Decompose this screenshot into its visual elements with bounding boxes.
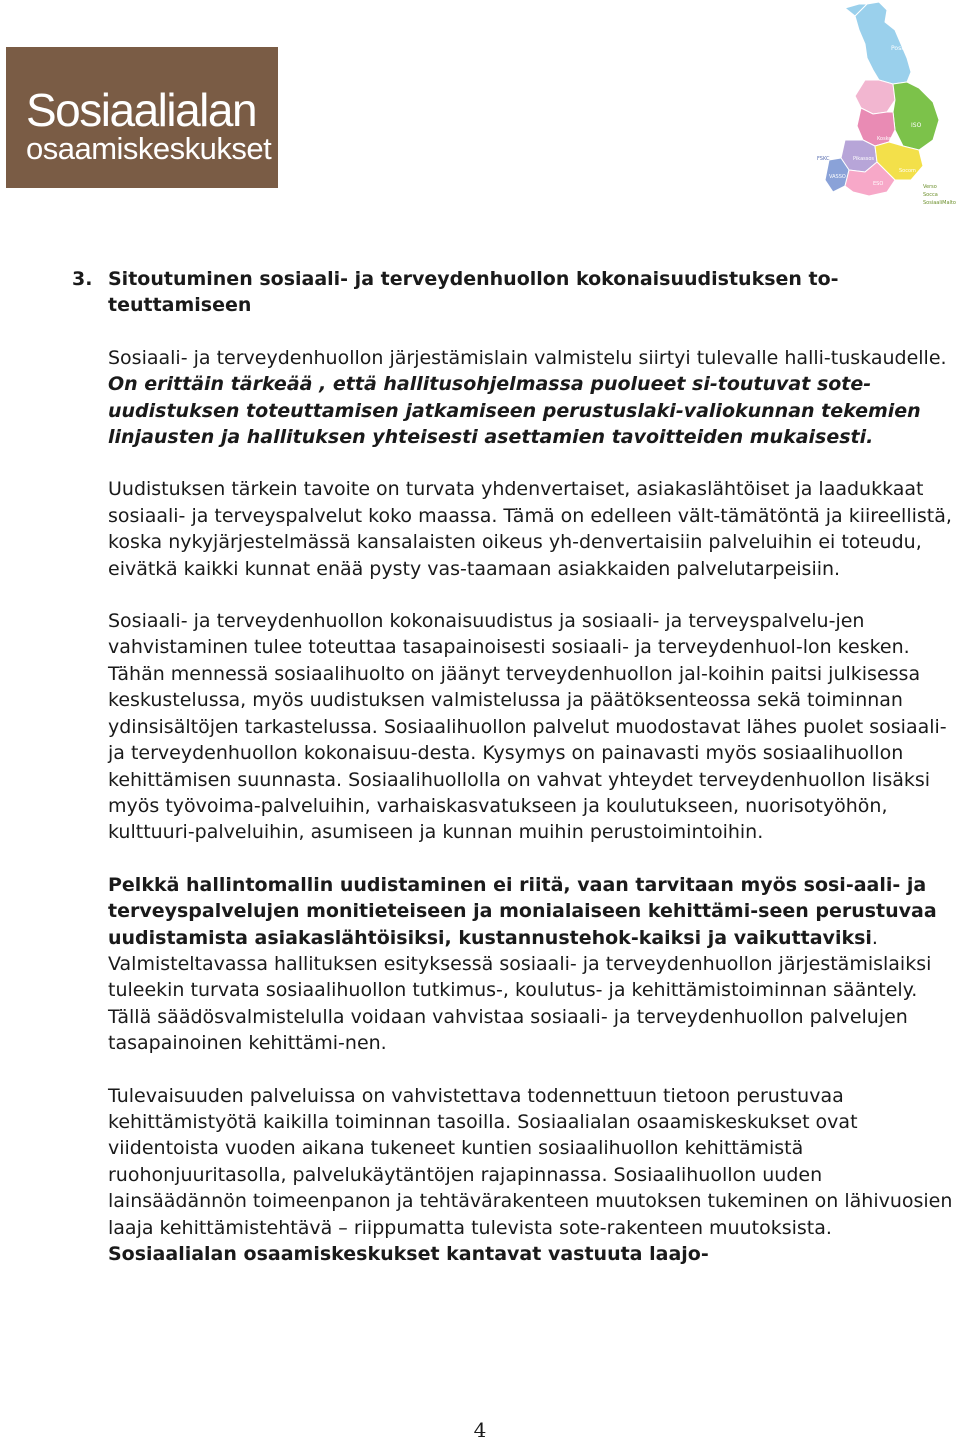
organization-logo bbox=[6, 47, 278, 188]
map-label-vasso: VASSO bbox=[829, 174, 846, 180]
map-label-koske: Koske bbox=[877, 136, 892, 142]
document-body bbox=[72, 266, 958, 1267]
paragraph-5-bold: Sosiaalialan osaamiskeskukset kantavat vastuuta laajo- bbox=[108, 1243, 709, 1265]
paragraph-4-rest: . Valmisteltavassa hallituksen esityksessä sosiaali- ja terveydenhuollon järjestämislaiksi tuleekin turvata sosiaalihuollon tutkimus-, koulutus- ja kehittämistoiminnan sääntely. Tällä säädösvalmistelulla voidaan vahvistaa sosiaali- ja terveydenhuollon palvelujen tasapainoinen kehittämi-nen. bbox=[108, 926, 932, 1055]
paragraph-1 bbox=[108, 345, 958, 451]
paragraph-5 bbox=[108, 1083, 958, 1268]
map-label-socca: Socca bbox=[923, 192, 938, 198]
map-region-poske bbox=[855, 2, 911, 84]
section-heading bbox=[72, 266, 958, 319]
paragraph-4 bbox=[108, 872, 958, 1057]
section-title: Sitoutuminen sosiaali- ja terveydenhuollon kokonaisuudistuksen to-teuttamiseen bbox=[108, 268, 839, 317]
paragraph-1-emphasis: On erittäin tärkeää , että hallitusohjelmassa puolueet si-toutuvat sote-uudistuksen toteuttamisen jatkamiseen perustuslaki-valiokunnan tekemien linjausten ja hallituksen yhteisesti asettamien tavoitteiden mukaisesti. bbox=[108, 373, 921, 449]
paragraph-2: Uudistuksen tärkein tavoite on turvata yhdenvertaiset, asiakaslähtöiset ja laadukkaat sosiaali- ja terveyspalvelut koko maassa. Tämä on edelleen vält-tämätöntä ja kiireellistä, koska nykyjärjestelmässä kansalaisten oikeus yh-denvertaisiin palveluihin ei toteudu, eivätkä kaikki kunnat enää pysty vas-taamaan asiakkaiden palvelutarpeisiin. bbox=[108, 478, 952, 580]
map-label-pikassos: Pikassos bbox=[853, 156, 875, 162]
map-label-verso: Verso bbox=[923, 184, 937, 190]
map-label-poske: Poske bbox=[891, 45, 909, 52]
map-label-fskc: FSKC bbox=[817, 156, 830, 162]
map-region-iso bbox=[893, 82, 939, 150]
paragraph-4-bold: Pelkkä hallintomallin uudistaminen ei riitä, vaan tarvitaan myös sosi-aali- ja terveyspalvelujen monitieteiseen ja monialaiseen kehittämi-seen perustuvaa uudistamista asiakaslähtöisiksi, kustannustehok-kaiksi ja vaikuttaviksi bbox=[108, 873, 937, 949]
logo-line-2: osaamiskeskukset bbox=[26, 131, 272, 166]
map-label-sosiaalimalto: SosiaaliMalto bbox=[923, 200, 956, 206]
section-number: 3. bbox=[72, 268, 93, 290]
finland-regions-map bbox=[815, 0, 960, 208]
paragraph-3: Sosiaali- ja terveydenhuollon kokonaisuudistus ja sosiaali- ja terveyspalvelu-jen vahvistaminen tulee toteuttaa tasapainoisesti sosiaali- ja terveydenhuol-lon kesken. Tähän mennessä sosiaalihuolto on jäänyt terveydenhuollon jal-koihin paitsi julkisessa keskustelussa, myös uudistuksen valmistelussa ja päätöksenteossa sekä toiminnan ydinsisältöjen tarkastelussa. Sosiaalihuollon palvelut muodostavat lähes puolet sosiaali- ja terveydenhuollon kokonaisuu-desta. Kysymys on painavasti myös sosiaalihuollon kehittämisen suunnasta. Sosiaalihuollolla on vahvat yhteydet terveydenhuollon lisäksi myös työvoima-palveluihin, varhaiskasvatukseen ja koulutukseen, nuorisotyöhön, kulttuuri-palveluihin, asumiseen ja kunnan muihin perustoimintoihin. bbox=[108, 610, 947, 844]
paragraph-5-text: Tulevaisuuden palveluissa on vahvistettava todennettuun tietoon perustuvaa kehittämistyötä kaikilla toiminnan tasoilla. Sosiaalialan osaamiskeskukset ovat viidentoista vuoden aikana tukeneet kuntien sosiaalihuollon kehittämistä ruohonjuuritasolla, palvelukäytäntöjen rajapinnassa. Sosiaalihuollon uuden lainsäädännön toimeenpanon ja tehtävärakenteen muutoksen tukeminen on lähivuosien laaja kehittämistehtävä – riippumatta tulevista sote-rakenteen muutoksista. bbox=[108, 1084, 953, 1239]
map-label-eso: ESO bbox=[873, 181, 884, 187]
page-number: 4 bbox=[473, 1418, 487, 1442]
map-label-socom: Socom bbox=[899, 168, 916, 174]
logo-line-1: Sosiaalialan bbox=[26, 84, 257, 136]
paragraph-1-intro: Sosiaali- ja terveydenhuollon järjestämislain valmistelu siirtyi tulevalle halli-tuskaudelle. bbox=[108, 346, 947, 369]
map-label-iso: ISO bbox=[911, 122, 922, 129]
